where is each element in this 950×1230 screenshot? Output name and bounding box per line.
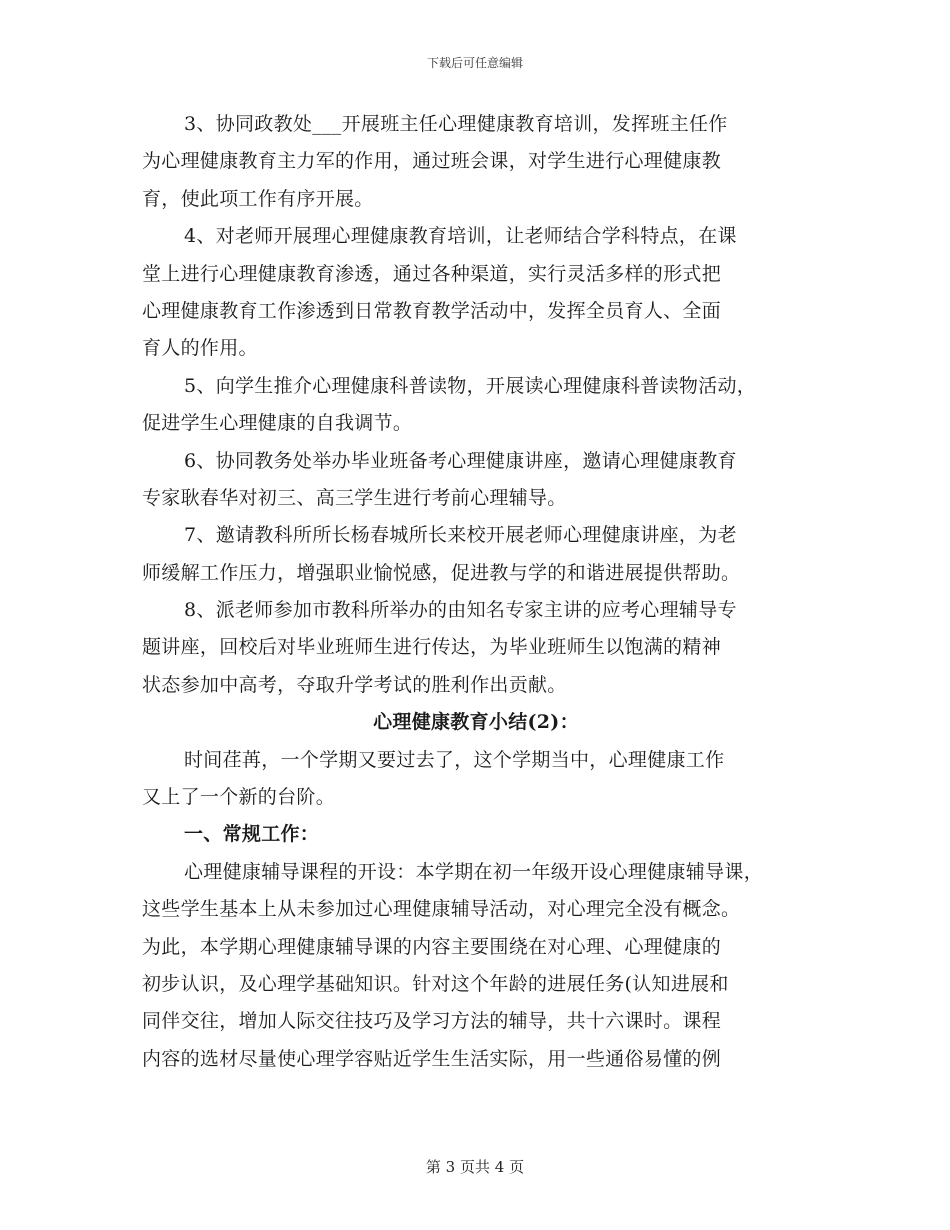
section-heading: 一、常规工作： <box>184 823 320 846</box>
text-line: 题讲座，回校后对毕业班师生进行传达，为毕业班师生以饱满的精神 <box>142 636 722 659</box>
text-line: 状态参加中高考，夺取升学考试的胜利作出贡献。 <box>142 673 567 696</box>
text-line: 8、派老师参加市教科所举办的由知名专家主讲的应考心理辅导专 <box>184 599 737 622</box>
text-line: 6、协同教务处举办毕业班备考心理健康讲座，邀请心理健康教育 <box>184 449 737 472</box>
text-line: 3、协同政教处___开展班主任心理健康教育培训，发挥班主任作 <box>184 113 728 135</box>
text-line: 4、对老师开展理心理健康教育培训，让老师结合学科特点，在课 <box>184 225 737 248</box>
text-line: 堂上进行心理健康教育渗透，通过各种渠道，实行灵活多样的形式把 <box>142 262 722 285</box>
text-line: 育人的作用。 <box>142 337 258 360</box>
text-line: 这些学生基本上从未参加过心理健康辅导活动，对心理完全没有概念。 <box>142 898 741 921</box>
text-line: 心理健康教育工作渗透到日常教育教学活动中，发挥全员育人、全面 <box>142 299 722 322</box>
page-footer: 第 3 页共 4 页 <box>425 1158 525 1176</box>
text-line: 育，使此项工作有序开展。 <box>142 187 374 210</box>
text-line: 同伴交往，增加人际交往技巧及学习方法的辅导，共十六课时。课程 <box>142 1010 722 1033</box>
text-line: 为心理健康教育主力军的作用，通过班会课，对学生进行心理健康教 <box>142 150 722 173</box>
document-body <box>142 106 810 1078</box>
text-line: 心理健康辅导课程的开设：本学期在初一年级开设心理健康辅导课， <box>184 860 764 883</box>
section-title: 心理健康教育小结(2)： <box>373 711 579 734</box>
text-line: 初步认识，及心理学基础知识。针对这个年龄的进展任务(认知进展和 <box>142 972 729 995</box>
text-line: 促进学生心理健康的自我调节。 <box>142 412 413 435</box>
text-line: 专家耿春华对初三、高三学生进行考前心理辅导。 <box>142 486 567 509</box>
text-line: 师缓解工作压力，增强职业愉悦感，促进教与学的和谐进展提供帮助。 <box>142 561 741 584</box>
text-line: 7、邀请教科所所长杨春城所长来校开展老师心理健康讲座，为老 <box>184 524 737 547</box>
page-header: 下载后可任意编辑 <box>426 56 523 70</box>
text-line: 内容的选材尽量使心理学容贴近学生生活实际，用一些通俗易懂的例 <box>142 1047 722 1070</box>
text-line: 又上了一个新的台阶。 <box>142 786 336 809</box>
text-line: 为此，本学期心理健康辅导课的内容主要围绕在对心理、心理健康的 <box>142 935 722 958</box>
text-line: 时间荏苒，一个学期又要过去了，这个学期当中，心理健康工作 <box>184 748 725 771</box>
text-line: 5、向学生推介心理健康科普读物，开展读心理健康科普读物活动， <box>184 374 757 397</box>
